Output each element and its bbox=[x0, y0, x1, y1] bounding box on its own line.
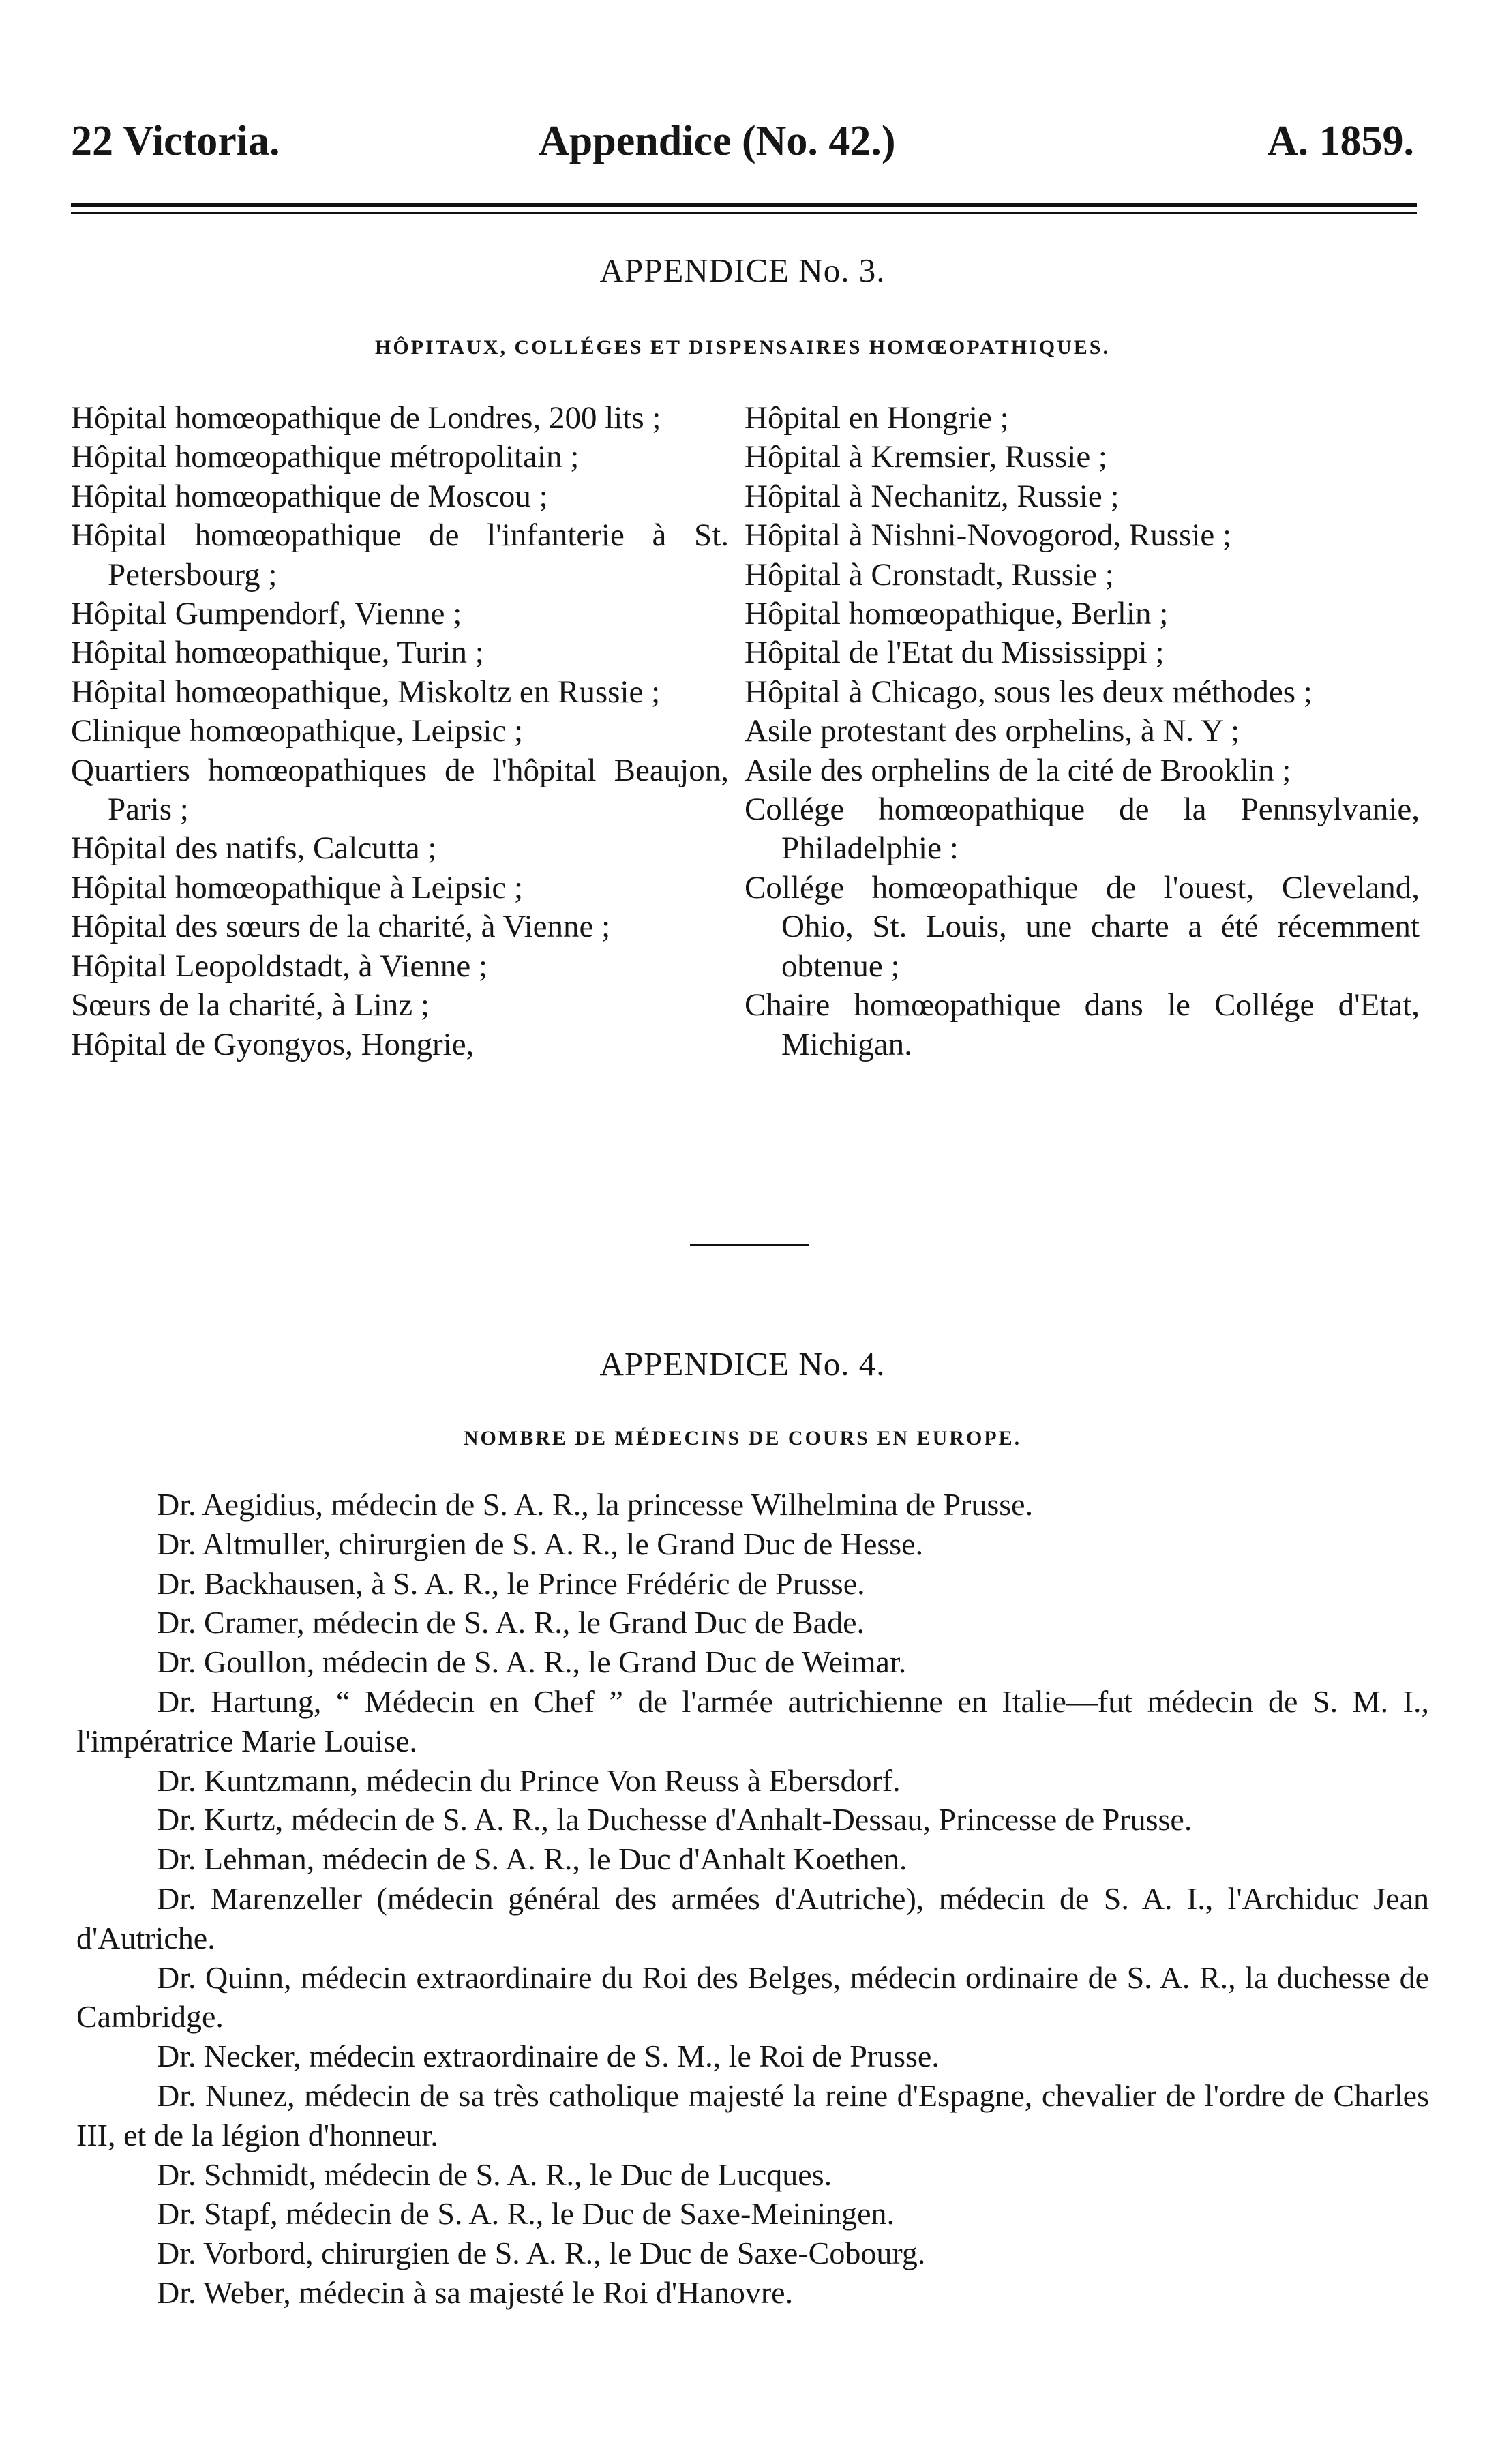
list-item: Dr. Stapf, médecin de S. A. R., le Duc de Saxe-Meiningen. bbox=[157, 2196, 895, 2232]
list-item: Hôpital à Nechanitz, Russie ; bbox=[745, 478, 1120, 514]
list-item: Hôpital à Nishni-Novogorod, Russie ; bbox=[745, 517, 1232, 554]
doctor-list bbox=[76, 1485, 1429, 2313]
list-item: Dr. Vorbord, chirurgien de S. A. R., le Duc de Saxe-Cobourg. bbox=[157, 2236, 926, 2271]
list-item: Hôpital homœopathique, Berlin ; bbox=[745, 596, 1169, 632]
header-rule-thin bbox=[71, 212, 1417, 214]
list-item: Dr. Altmuller, chirurgien de S. A. R., le Grand Duc de Hesse. bbox=[157, 1526, 924, 1561]
list-item: Hôpital à Chicago, sous les deux méthodes ; bbox=[745, 674, 1312, 710]
list-item: Collége homœopathique de l'ouest, Cleveland, Ohio, St. Louis, une charte a été récemment obtenue ; bbox=[745, 869, 1420, 984]
list-item: Clinique homœopathique, Leipsic ; bbox=[71, 713, 524, 749]
list-item: Asile des orphelins de la cité de Brooklin ; bbox=[745, 752, 1291, 788]
appendix-number: Appendice (No. 42.) bbox=[539, 118, 896, 164]
list-item: Hôpital de l'Etat du Mississippi ; bbox=[745, 635, 1165, 671]
list-item: Dr. Weber, médecin à sa majesté le Roi d'Hanovre. bbox=[157, 2274, 794, 2310]
list-item: Hôpital homœopathique métropolitain ; bbox=[71, 439, 580, 475]
header-rule-thick bbox=[71, 203, 1417, 207]
list-item: Hôpital de Gyongyos, Hongrie, bbox=[71, 1026, 475, 1062]
appendix4-subtitle: NOMBRE DE MÉDECINS DE COURS EN EUROPE. bbox=[463, 1427, 1022, 1449]
list-item: Dr. Aegidius, médecin de S. A. R., la princesse Wilhelmina de Prusse. bbox=[157, 1487, 1034, 1522]
list-item: Quartiers homœopathiques de l'hôpital Beaujon, Paris ; bbox=[71, 752, 729, 828]
list-item: Chaire homœopathique dans le Collége d'Etat, Michigan. bbox=[745, 987, 1420, 1062]
hospital-list-left bbox=[71, 399, 729, 1064]
list-item: Dr. Goullon, médecin de S. A. R., le Grand Duc de Weimar. bbox=[157, 1644, 907, 1680]
session-label: 22 Victoria. bbox=[71, 118, 280, 164]
list-item: Dr. Schmidt, médecin de S. A. R., le Duc de Lucques. bbox=[157, 2157, 832, 2192]
list-item: Dr. Nunez, médecin de sa très catholique majesté la reine d'Espagne, chevalier de l'ordre de Charles III, et de la légion d'honneur. bbox=[76, 2077, 1429, 2152]
list-item: Dr. Lehman, médecin de S. A. R., le Duc d'Anhalt Koethen. bbox=[157, 1842, 907, 1877]
list-item: Dr. Necker, médecin extraordinaire de S. M., le Roi de Prusse. bbox=[157, 2039, 940, 2074]
list-item: Collége homœopathique de la Pennsylvanie, Philadelphie : bbox=[745, 792, 1420, 867]
page-header bbox=[71, 117, 1414, 179]
list-item: Hôpital homœopathique de l'infanterie à St. Petersbourg ; bbox=[71, 517, 729, 592]
appendix4-title: APPENDICE No. 4. bbox=[599, 1345, 886, 1383]
list-item: Hôpital en Hongrie ; bbox=[745, 400, 1009, 436]
list-item: Asile protestant des orphelins, à N. Y ; bbox=[745, 713, 1240, 749]
list-item: Dr. Quinn, médecin extraordinaire du Roi des Belges, médecin ordinaire de S. A. R., la duchesse de Cambridge. bbox=[76, 1959, 1429, 2034]
list-item: Hôpital homœopathique à Leipsic ; bbox=[71, 869, 524, 905]
year-label: A. 1859. bbox=[1267, 118, 1414, 164]
list-item: Hôpital à Kremsier, Russie ; bbox=[745, 439, 1107, 475]
list-item: Dr. Marenzeller (médecin général des armées d'Autriche), médecin de S. A. I., l'Archiduc Jean d'Autriche. bbox=[76, 1880, 1429, 1955]
hospital-list-right bbox=[745, 399, 1420, 1064]
list-item: Hôpital à Cronstadt, Russie ; bbox=[745, 556, 1114, 592]
list-item: Dr. Kurtz, médecin de S. A. R., la Duchesse d'Anhalt-Dessau, Princesse de Prusse. bbox=[157, 1802, 1192, 1837]
appendix3-title: APPENDICE No. 3. bbox=[599, 252, 886, 289]
list-item: Hôpital des sœurs de la charité, à Vienne ; bbox=[71, 909, 611, 945]
list-item: Hôpital Gumpendorf, Vienne ; bbox=[71, 596, 462, 632]
section-divider bbox=[690, 1244, 809, 1246]
list-item: Hôpital des natifs, Calcutta ; bbox=[71, 830, 437, 867]
list-item: Sœurs de la charité, à Linz ; bbox=[71, 987, 430, 1023]
list-item: Dr. Backhausen, à S. A. R., le Prince Frédéric de Prusse. bbox=[157, 1565, 865, 1601]
list-item: Dr. Kuntzmann, médecin du Prince Von Reuss à Ebersdorf. bbox=[157, 1762, 901, 1798]
list-item: Hôpital homœopathique, Turin ; bbox=[71, 635, 484, 671]
list-item: Hôpital homœopathique de Moscou ; bbox=[71, 478, 548, 514]
list-item: Hôpital Leopoldstadt, à Vienne ; bbox=[71, 948, 488, 984]
list-item: Dr. Hartung, “ Médecin en Chef ” de l'armée autrichienne en Italie—fut médecin de S. M. I., l'impératrice Marie Louise. bbox=[76, 1683, 1429, 1758]
list-item: Hôpital homœopathique, Miskoltz en Russie ; bbox=[71, 674, 661, 710]
list-item: Dr. Cramer, médecin de S. A. R., le Grand Duc de Bade. bbox=[157, 1605, 865, 1640]
appendix3-subtitle: HÔPITAUX, COLLÉGES ET DISPENSAIRES HOMŒOPATHIQUES. bbox=[375, 336, 1110, 359]
list-item: Hôpital homœopathique de Londres, 200 lits ; bbox=[71, 400, 661, 436]
